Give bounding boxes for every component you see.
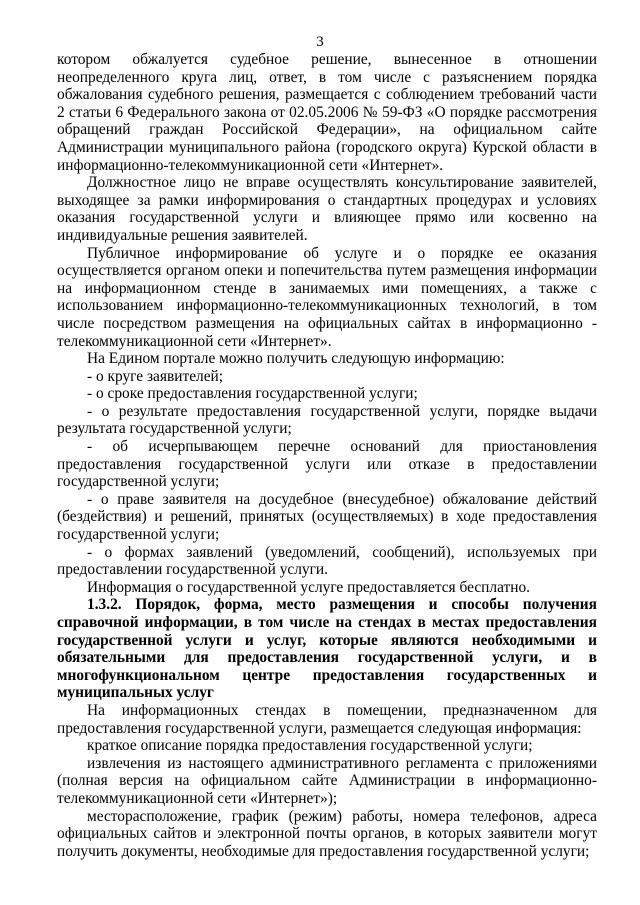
- list-item: - о результате предоставления государственной услуги, порядке выдачи результата государственной услуги;: [57, 402, 597, 438]
- section-heading: 1.3.2. Порядок, форма, место размещения и способы получения справочной информации, в том числе на стендах в местах предоставления государственной услуги и услуг, которые являются необходимыми и обязательными для предоставления государственной услуги, и в многофункциональном центре предоставления государственных и муниципальных услуг: [57, 596, 597, 702]
- list-item: - об исчерпывающем перечне оснований для приостановления предоставления государственной услуги или отказе в предоставлении государственной услуги;: [57, 438, 597, 491]
- list-item: извлечения из настоящего административного регламента с приложениями (полная версия на официальном сайте Администрации в информационно-телекоммуникационной сети «Интернет»);: [57, 754, 597, 807]
- list-item: - о сроке предоставления государственной услуги;: [87, 385, 418, 403]
- paragraph-portal-intro: На Едином портале можно получить следующую информацию:: [87, 350, 505, 368]
- paragraph-stands-intro: На информационных стендах в помещении, предназначенном для предоставления государственной услуги, размещается следующая информация:: [57, 701, 597, 737]
- paragraph-continuation: котором обжалуется судебное решение, вынесенное в отношении неопределенного круга лиц, ответ, в том числе с разъяснением порядка обжалования судебного решения, размещается с соблюдением требований части 2 статьи 6 Федерального закона от 02.05.2006 № 59-ФЗ «О порядке рассмотрения обращений граждан Российской Федерации», на официальном сайте Администрации муниципального района (городского округа) Курской области в информационно-телекоммуникационной сети «Интернет».: [57, 51, 597, 174]
- list-item: месторасположение, график (режим) работы, номера телефонов, адреса официальных сайтов и электронной почты органов, в которых заявители могут получить документы, необходимые для предоставления государственной услуги;: [57, 807, 597, 860]
- paragraph-public-informing: Публичное информирование об услуге и о порядке ее оказания осуществляется органом опеки и попечительства путем размещения информации на информационном стенде в занимаемых ими помещениях, а также с использованием информационно-телекоммуникационных технологий, в том числе посредством размещения на официальных сайтах в информационно - телекоммуникационной сети «Интернет».: [57, 244, 597, 350]
- list-item: - о праве заявителя на досудебное (внесудебное) обжалование действий (бездействия) и решений, принятых (осуществляемых) в ходе предоставления государственной услуги;: [57, 490, 597, 544]
- list-item: - о круге заявителей;: [87, 367, 224, 385]
- paragraph-consulting-limits: Должностное лицо не вправе осуществлять консультирование заявителей, выходящее за рамки информирования о стандартных процедурах и условиях оказания государственной услуги и влияющее прямо или косвенно на индивидуальные решения заявителей.: [57, 174, 597, 244]
- page-number: 3: [316, 34, 324, 50]
- paragraph-free-info: Информация о государственной услуге предоставляется бесплатно.: [87, 578, 531, 596]
- document-body: [57, 51, 597, 860]
- list-item: краткое описание порядка предоставления государственной услуги;: [87, 737, 533, 755]
- list-item: - о формах заявлений (уведомлений, сообщений), используемых при предоставлении государственной услуги.: [57, 543, 597, 579]
